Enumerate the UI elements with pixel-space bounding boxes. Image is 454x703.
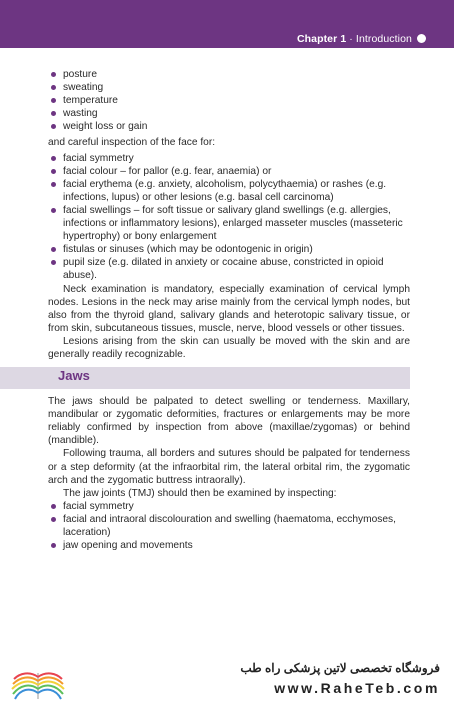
jaws-paragraph-2: Following trauma, all borders and sutures should be palpated for tenderness or a step deformity (at the infraorbital rim, the lateral orbital rim, the zygomatic arch and the zygomatic buttress intraorally). xyxy=(48,448,410,486)
open-book-logo-icon xyxy=(10,659,66,703)
jaws-paragraph-3: The jaw joints (TMJ) should then be examined by inspecting: xyxy=(63,487,337,499)
store-url: www.RaheTeb.com xyxy=(274,680,440,696)
neck-paragraph: Neck examination is mandatory, especially examination of cervical lymph nodes. Lesions in the neck may arise mainly from the cervical lymph nodes, but also from the thyroid gland, salivary glands and heterotopic salivary tissue, or from skin, subcutaneous tissues, muscle, nerve, blood vessels or other tissues. xyxy=(48,283,410,334)
list-item: posture xyxy=(48,68,410,81)
face-inspection-intro: and careful inspection of the face for: xyxy=(48,137,216,149)
chapter-label: Chapter 1 xyxy=(296,33,347,45)
list-item: facial symmetry xyxy=(48,500,410,513)
list-item: weight loss or gain xyxy=(48,120,410,133)
section-heading: Jaws xyxy=(58,368,90,384)
list-item: facial symmetry xyxy=(48,152,410,165)
list-item: temperature xyxy=(48,94,410,107)
list-item: facial and intraoral discolouration and swelling (haematoma, ecchymoses, laceration) xyxy=(48,513,410,539)
list-item: jaw opening and movements xyxy=(48,539,410,552)
section-label: Introduction xyxy=(355,33,412,45)
store-name: فروشگاه تخصصی لاتین پزشکی راه طب xyxy=(240,661,440,675)
page-content xyxy=(48,68,410,552)
tmj-inspection-list xyxy=(48,500,410,552)
watermark-footer xyxy=(0,655,454,703)
section-heading-bar xyxy=(0,367,410,389)
general-signs-list xyxy=(48,68,410,133)
jaws-paragraph-1: The jaws should be palpated to detect swelling or tenderness. Maxillary, mandibular or zygomatic deformities, fractures or enlargements may be more reliably confirmed by inspection from above (maxillae/zygomas) or behind (mandible). xyxy=(48,396,410,447)
list-item: facial erythema (e.g. anxiety, alcoholism, polycythaemia) or rashes (e.g. infections, lupus) or other lesions (e.g. basal cell carcinoma) xyxy=(48,178,410,204)
list-item: sweating xyxy=(48,81,410,94)
header-dot-icon xyxy=(417,34,426,43)
list-item: pupil size (e.g. dilated in anxiety or cocaine abuse, constricted in opioid abuse). xyxy=(48,256,410,282)
header-separator: · xyxy=(346,33,356,45)
list-item: facial colour – for pallor (e.g. fear, anaemia) or xyxy=(48,165,410,178)
skin-paragraph: Lesions arising from the skin can usually be moved with the skin and are generally readily recognizable. xyxy=(48,335,410,360)
bottom-fade xyxy=(0,618,454,658)
running-header xyxy=(297,33,412,45)
list-item: facial swellings – for soft tissue or salivary gland swellings (e.g. allergies, infections or inflammatory lesions), enlarged masseter muscles (masseteric hypertrophy) or bony enlargement xyxy=(48,204,410,243)
list-item: wasting xyxy=(48,107,410,120)
list-item: fistulas or sinuses (which may be odontogenic in origin) xyxy=(48,243,410,256)
face-signs-list xyxy=(48,152,410,283)
